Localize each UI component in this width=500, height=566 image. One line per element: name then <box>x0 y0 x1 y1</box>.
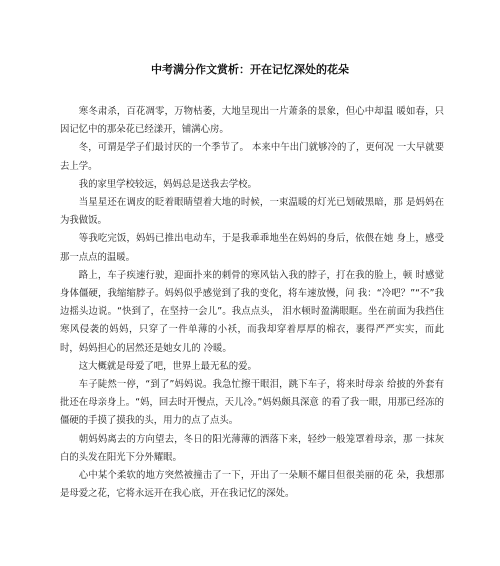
paragraph-4: 当星星还在调皮的眨着眼睛望着大地的时候，一束温暖的灯光已划破黑暗，那 是妈妈在为我做饭。 <box>60 197 444 227</box>
article-title: 中考满分作文赏析：开在记忆深处的花朵 <box>151 63 349 76</box>
paragraph-2: 冬，可谓是学子们最讨厌的一个季节了。 本来中午出门就够冷的了，更何况 一大早就要去上学。 <box>60 142 444 172</box>
paragraph-7: 这大概就是母爱了吧，世界上最无私的爱。 <box>78 360 257 372</box>
paragraph-9: 朝妈妈离去的方向望去，冬日的阳光薄薄的洒落下来，轻纱一般笼罩着母亲，那 一抹灰白的头发在阳光下分外耀眼。 <box>60 433 444 463</box>
article-body <box>60 103 444 503</box>
paragraph-8: 车子陡然一停，“到了”妈妈说。我急忙擦干眼泪，跳下车子，将来时母亲 给披的外套有批还在母亲身上。“妈，回去时开慢点，天儿冷。”妈妈颇具深意 的看了我一眼，用那已经冻的僵硬的手摸了摸我的头，用力的点了点头。 <box>60 379 444 427</box>
paragraph-1: 寒冬肃杀，百花凋零，万物枯萎，大地呈现出一片萧条的景象，但心中却温 暖如春，只因记忆中的那朵花已经漾开，铺满心房。 <box>60 106 444 136</box>
paragraph-5: 等我吃完饭，妈妈已推出电动车，于是我乖乖地坐在妈妈的身后，依偎在她 身上，感受那一点点的温暖。 <box>60 233 444 263</box>
paragraph-10: 心中某个柔软的地方突然被撞击了一下，开出了一朵顺不耀目但很美丽的花 朵，我想那是母爱之花，它将永远开在我心底，开在我记忆的深处。 <box>60 470 444 500</box>
paragraph-3: 我的家里学校较远，妈妈总是送我去学校。 <box>78 178 257 190</box>
paragraph-6: 路上，车子疾速行驶，迎面扑来的刺骨的寒风钻入我的脖子，打在我的脸上，顿 时感觉身体僵硬，我缩缩脖子。妈妈似乎感觉到了我的变化，将车速放慢，问 我：“冷吧？”“不”我边摇头边说。“快到了，在坚持一会儿”。我点点头， 泪水顿时盈满眼眶。坐在前面为我挡住寒风侵袭的妈妈，只穿了一件单薄的小袄，而我却穿着厚厚的棉衣，裹得严严实实，而此时，妈妈担心的居然还是她女儿的 冷暖。 <box>60 269 444 354</box>
